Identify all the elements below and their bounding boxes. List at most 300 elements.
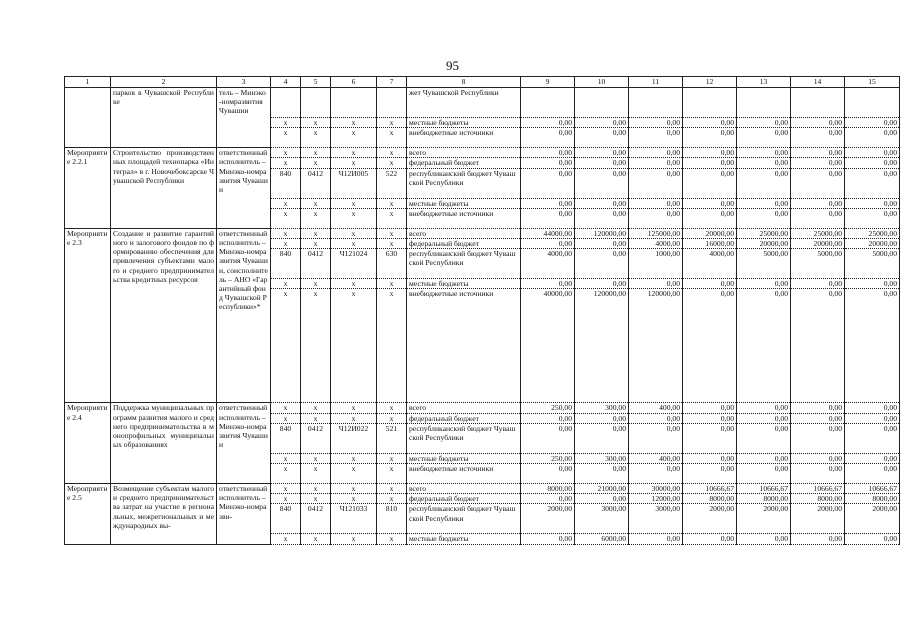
amount-cell: 8000,00 [737, 494, 791, 504]
budget-code-cell: х [377, 403, 407, 413]
event-id-cell: Мероприятие 2.5 [65, 484, 111, 545]
amount-cell: 0,00 [575, 413, 629, 423]
table-row [65, 228, 900, 238]
amount-cell: 2000,00 [521, 504, 575, 534]
budget-code-cell: х [271, 198, 301, 208]
column-header: 1 [65, 77, 111, 88]
amount-cell: 0,00 [575, 239, 629, 249]
amount-cell: 0,00 [575, 249, 629, 279]
funding-source-cell: всего [407, 484, 521, 494]
amount-cell: 0,00 [683, 453, 737, 463]
amount-cell: 0,00 [845, 403, 900, 413]
amount-cell: 0,00 [845, 148, 900, 158]
amount-cell: 0,00 [683, 128, 737, 148]
event-name-cell: Поддержка муниципальных программ развития малого и среднего предпринимательства в монопрофильных муниципальных образованиях [111, 403, 217, 484]
budget-code-cell: 521 [377, 423, 407, 453]
amount-cell: 10666,67 [683, 484, 737, 494]
amount-cell: 0,00 [521, 168, 575, 198]
amount-cell: 0,00 [791, 289, 845, 403]
budget-code-cell: х [271, 279, 301, 289]
budget-code-cell: х [271, 239, 301, 249]
budget-code-cell [377, 88, 407, 118]
amount-cell: 0,00 [737, 158, 791, 168]
amount-cell: 0,00 [791, 453, 845, 463]
amount-cell: 0,00 [791, 279, 845, 289]
budget-code-cell: х [301, 118, 331, 128]
amount-cell: 0,00 [521, 423, 575, 453]
amount-cell: 0,00 [521, 148, 575, 158]
budget-code-cell: х [331, 289, 377, 403]
budget-code-cell: х [377, 239, 407, 249]
funding-source-cell: всего [407, 228, 521, 238]
budget-code-cell: х [271, 208, 301, 228]
amount-cell: 20000,00 [845, 239, 900, 249]
budget-code-cell: Ч12И022 [331, 423, 377, 453]
funding-source-cell: внебюджетные источники [407, 289, 521, 403]
amount-cell: 0,00 [629, 413, 683, 423]
budget-code-cell: х [377, 494, 407, 504]
budget-code-cell: х [331, 534, 377, 544]
amount-cell: 0,00 [683, 279, 737, 289]
amount-cell [737, 88, 791, 118]
amount-cell: 10666,67 [737, 484, 791, 494]
column-header: 15 [845, 77, 900, 88]
amount-cell: 0,00 [629, 208, 683, 228]
budget-code-cell: 840 [271, 423, 301, 453]
amount-cell: 0,00 [683, 423, 737, 453]
budget-code-cell: 840 [271, 168, 301, 198]
amount-cell: 4000,00 [683, 249, 737, 279]
amount-cell: 0,00 [845, 168, 900, 198]
funding-source-cell: республиканский бюджет Чувашской Республики [407, 168, 521, 198]
amount-cell: 20000,00 [683, 228, 737, 238]
budget-code-cell: х [331, 403, 377, 413]
event-name-cell: парков в Чувашской Республике [111, 88, 217, 148]
budget-code-cell: х [377, 198, 407, 208]
budget-code-cell: х [271, 464, 301, 484]
budget-code-cell: х [301, 453, 331, 463]
budget-code-cell: х [377, 413, 407, 423]
budget-code-cell: х [377, 158, 407, 168]
column-header: 8 [407, 77, 521, 88]
amount-cell: 0,00 [629, 128, 683, 148]
column-header: 3 [217, 77, 271, 88]
amount-cell: 5000,00 [845, 249, 900, 279]
budget-code-cell: х [331, 239, 377, 249]
amount-cell: 0,00 [737, 413, 791, 423]
budget-code-cell: х [301, 198, 331, 208]
column-header: 12 [683, 77, 737, 88]
amount-cell: 0,00 [629, 423, 683, 453]
budget-code-cell: Ч121033 [331, 504, 377, 534]
budget-code-cell: 840 [271, 504, 301, 534]
amount-cell: 0,00 [683, 158, 737, 168]
funding-source-cell: жет Чувашской Республики [407, 88, 521, 118]
amount-cell: 0,00 [629, 279, 683, 289]
amount-cell [845, 88, 900, 118]
event-name-cell: Возмещение субъектам малого и среднего предпринимательства затрат на участие в региональных, межрегиональных и международных вы- [111, 484, 217, 545]
budget-code-cell [271, 88, 301, 118]
amount-cell [791, 88, 845, 118]
amount-cell: 0,00 [737, 403, 791, 413]
event-id-cell: Мероприятие 2.4 [65, 403, 111, 484]
budget-code-cell: х [301, 128, 331, 148]
amount-cell: 3000,00 [629, 504, 683, 534]
budget-code-cell: х [301, 464, 331, 484]
amount-cell: 0,00 [791, 148, 845, 158]
amount-cell: 0,00 [791, 403, 845, 413]
page-number: 95 [446, 58, 459, 73]
amount-cell: 0,00 [575, 198, 629, 208]
budget-code-cell: Ч121024 [331, 249, 377, 279]
amount-cell: 0,00 [521, 128, 575, 148]
table-row [65, 403, 900, 413]
budget-code-cell: х [377, 148, 407, 158]
amount-cell: 0,00 [791, 168, 845, 198]
budget-code-cell: х [271, 453, 301, 463]
amount-cell: 0,00 [683, 198, 737, 208]
budget-code-cell: х [377, 128, 407, 148]
budget-code-cell: х [271, 148, 301, 158]
budget-code-cell: х [331, 464, 377, 484]
amount-cell: 0,00 [737, 464, 791, 484]
amount-cell [575, 88, 629, 118]
amount-cell: 25000,00 [845, 228, 900, 238]
amount-cell: 0,00 [845, 534, 900, 544]
amount-cell: 0,00 [575, 208, 629, 228]
funding-source-cell: республиканский бюджет Чувашской Республики [407, 423, 521, 453]
amount-cell: 0,00 [791, 208, 845, 228]
amount-cell: 125000,00 [629, 228, 683, 238]
budget-code-cell: х [331, 228, 377, 238]
budget-code-cell: х [331, 198, 377, 208]
amount-cell: 0,00 [683, 148, 737, 158]
budget-code-cell: х [301, 484, 331, 494]
budget-code-cell: х [301, 494, 331, 504]
amount-cell: 0,00 [521, 464, 575, 484]
amount-cell: 5000,00 [737, 249, 791, 279]
executor-cell: ответственный исполнитель – Минэко-номразви- [217, 484, 271, 545]
amount-cell [521, 88, 575, 118]
column-header: 6 [331, 77, 377, 88]
amount-cell: 20000,00 [791, 239, 845, 249]
column-header: 9 [521, 77, 575, 88]
amount-cell: 0,00 [575, 464, 629, 484]
funding-source-cell: местные бюджеты [407, 453, 521, 463]
amount-cell: 0,00 [521, 534, 575, 544]
budget-code-cell: х [301, 413, 331, 423]
executor-cell: ответственный исполнитель – Минэко-номразвития Чувашии [217, 148, 271, 229]
budget-code-cell [331, 88, 377, 118]
column-header: 2 [111, 77, 217, 88]
budget-code-cell: х [271, 484, 301, 494]
amount-cell: 0,00 [575, 494, 629, 504]
funding-source-cell: местные бюджеты [407, 279, 521, 289]
budget-code-cell: х [271, 118, 301, 128]
budget-code-cell: х [271, 403, 301, 413]
funding-source-cell: местные бюджеты [407, 534, 521, 544]
amount-cell: 0,00 [521, 118, 575, 128]
amount-cell: 8000,00 [521, 484, 575, 494]
amount-cell: 30000,00 [629, 484, 683, 494]
budget-code-cell: х [301, 279, 331, 289]
budget-code-cell: 630 [377, 249, 407, 279]
amount-cell: 0,00 [737, 423, 791, 453]
funding-source-cell: местные бюджеты [407, 118, 521, 128]
amount-cell: 400,00 [629, 453, 683, 463]
funding-source-cell: внебюджетные источники [407, 464, 521, 484]
budget-code-cell: х [377, 279, 407, 289]
amount-cell: 250,00 [521, 403, 575, 413]
budget-code-cell: х [331, 128, 377, 148]
budget-code-cell: х [301, 534, 331, 544]
amount-cell: 0,00 [791, 413, 845, 423]
amount-cell: 0,00 [737, 118, 791, 128]
amount-cell: 5000,00 [791, 249, 845, 279]
amount-cell: 0,00 [737, 279, 791, 289]
budget-code-cell: 522 [377, 168, 407, 198]
amount-cell: 0,00 [845, 198, 900, 208]
column-header: 7 [377, 77, 407, 88]
budget-code-cell: х [331, 208, 377, 228]
amount-cell: 0,00 [629, 534, 683, 544]
amount-cell: 0,00 [521, 239, 575, 249]
funding-source-cell: федеральный бюджет [407, 494, 521, 504]
amount-cell: 8000,00 [791, 494, 845, 504]
funding-source-cell: республиканский бюджет Чувашской Республики [407, 249, 521, 279]
amount-cell: 0,00 [521, 208, 575, 228]
amount-cell: 0,00 [845, 453, 900, 463]
amount-cell: 0,00 [737, 168, 791, 198]
amount-cell: 25000,00 [791, 228, 845, 238]
budget-code-cell: х [377, 453, 407, 463]
amount-cell: 0,00 [845, 128, 900, 148]
amount-cell: 0,00 [683, 534, 737, 544]
amount-cell: 0,00 [845, 423, 900, 453]
amount-cell: 0,00 [575, 118, 629, 128]
funding-source-cell: всего [407, 403, 521, 413]
amount-cell: 0,00 [629, 148, 683, 158]
amount-cell: 0,00 [575, 128, 629, 148]
amount-cell: 0,00 [845, 118, 900, 128]
budget-code-cell: х [331, 148, 377, 158]
amount-cell: 0,00 [683, 413, 737, 423]
amount-cell: 0,00 [845, 208, 900, 228]
budget-code-cell: 810 [377, 504, 407, 534]
table-row [65, 484, 900, 494]
budget-code-cell [301, 88, 331, 118]
amount-cell: 400,00 [629, 403, 683, 413]
budget-code-cell: х [377, 484, 407, 494]
budget-code-cell: х [301, 208, 331, 228]
amount-cell: 0,00 [791, 158, 845, 168]
amount-cell: 0,00 [737, 289, 791, 403]
budget-code-cell: х [271, 158, 301, 168]
budget-code-cell: 0412 [301, 504, 331, 534]
amount-cell: 120000,00 [575, 289, 629, 403]
amount-cell: 0,00 [737, 453, 791, 463]
column-header: 11 [629, 77, 683, 88]
amount-cell: 0,00 [629, 158, 683, 168]
budget-code-cell: х [331, 158, 377, 168]
amount-cell: 21000,00 [575, 484, 629, 494]
amount-cell: 0,00 [521, 279, 575, 289]
column-header: 14 [791, 77, 845, 88]
column-header: 5 [301, 77, 331, 88]
amount-cell: 0,00 [737, 208, 791, 228]
event-id-cell: Мероприятие 2.2.1 [65, 148, 111, 229]
column-header: 4 [271, 77, 301, 88]
table-row [65, 148, 900, 158]
budget-table [64, 76, 900, 545]
amount-cell: 300,00 [575, 403, 629, 413]
amount-cell: 0,00 [683, 464, 737, 484]
amount-cell: 10666,67 [845, 484, 900, 494]
amount-cell: 3000,00 [575, 504, 629, 534]
amount-cell: 120000,00 [629, 289, 683, 403]
amount-cell: 0,00 [845, 158, 900, 168]
amount-cell: 0,00 [845, 464, 900, 484]
budget-code-cell: х [301, 239, 331, 249]
table-row [65, 88, 900, 118]
budget-code-cell: х [377, 118, 407, 128]
budget-code-cell: х [271, 413, 301, 423]
amount-cell: 1000,00 [629, 249, 683, 279]
funding-source-cell: внебюджетные источники [407, 128, 521, 148]
amount-cell: 8000,00 [845, 494, 900, 504]
column-header: 10 [575, 77, 629, 88]
funding-source-cell: внебюджетные источники [407, 208, 521, 228]
budget-code-cell: 0412 [301, 249, 331, 279]
event-name-cell: Создание и развитие гарантийного и залогового фондов по формированию обеспечения для привлечения субъектами малого и среднего предпринимательства кредитных ресурсов [111, 228, 217, 403]
funding-source-cell: федеральный бюджет [407, 413, 521, 423]
amount-cell: 0,00 [521, 158, 575, 168]
funding-source-cell: федеральный бюджет [407, 158, 521, 168]
funding-source-cell: всего [407, 148, 521, 158]
budget-code-cell: х [377, 208, 407, 228]
budget-code-cell: х [377, 228, 407, 238]
budget-code-cell: х [271, 228, 301, 238]
amount-cell: 0,00 [521, 198, 575, 208]
budget-code-cell: х [271, 534, 301, 544]
amount-cell: 0,00 [791, 423, 845, 453]
event-id-cell: Мероприятие 2.3 [65, 228, 111, 403]
executor-cell: ответственный исполнитель – Минэко-номразвития Чувашии, соисполнитель – АНО «Гарантийный фонд Чувашской Республики»* [217, 228, 271, 403]
amount-cell: 0,00 [683, 118, 737, 128]
amount-cell: 40000,00 [521, 289, 575, 403]
amount-cell: 0,00 [629, 198, 683, 208]
budget-code-cell: х [331, 279, 377, 289]
amount-cell: 0,00 [629, 464, 683, 484]
amount-cell: 0,00 [791, 198, 845, 208]
budget-code-cell: х [331, 118, 377, 128]
budget-code-cell: х [377, 534, 407, 544]
amount-cell: 0,00 [575, 423, 629, 453]
header-row [65, 77, 900, 88]
funding-source-cell: местные бюджеты [407, 198, 521, 208]
budget-code-cell: х [271, 128, 301, 148]
budget-code-cell: х [377, 464, 407, 484]
amount-cell: 0,00 [683, 168, 737, 198]
budget-code-cell: х [301, 228, 331, 238]
budget-code-cell: х [331, 484, 377, 494]
amount-cell: 0,00 [575, 148, 629, 158]
amount-cell: 0,00 [629, 168, 683, 198]
amount-cell: 10666,67 [791, 484, 845, 494]
budget-code-cell: Ч12И005 [331, 168, 377, 198]
amount-cell: 2000,00 [737, 504, 791, 534]
amount-cell: 44000,00 [521, 228, 575, 238]
amount-cell: 25000,00 [737, 228, 791, 238]
budget-code-cell: х [301, 148, 331, 158]
column-header: 13 [737, 77, 791, 88]
amount-cell: 0,00 [521, 494, 575, 504]
amount-cell [629, 88, 683, 118]
funding-source-cell: федеральный бюджет [407, 239, 521, 249]
amount-cell: 120000,00 [575, 228, 629, 238]
amount-cell: 0,00 [575, 279, 629, 289]
amount-cell: 300,00 [575, 453, 629, 463]
executor-cell: тель – Минэко-номразвития Чувашии [217, 88, 271, 148]
event-id-cell [65, 88, 111, 148]
amount-cell: 0,00 [737, 198, 791, 208]
amount-cell: 0,00 [737, 534, 791, 544]
amount-cell: 2000,00 [683, 504, 737, 534]
amount-cell: 0,00 [575, 158, 629, 168]
amount-cell: 0,00 [629, 118, 683, 128]
budget-code-cell: х [377, 289, 407, 403]
amount-cell: 0,00 [791, 534, 845, 544]
budget-code-cell: 0412 [301, 168, 331, 198]
budget-code-cell: х [331, 494, 377, 504]
amount-cell: 2000,00 [791, 504, 845, 534]
amount-cell [683, 88, 737, 118]
amount-cell: 12000,00 [629, 494, 683, 504]
amount-cell: 2000,00 [845, 504, 900, 534]
amount-cell: 0,00 [683, 403, 737, 413]
amount-cell: 0,00 [845, 289, 900, 403]
amount-cell: 0,00 [791, 464, 845, 484]
amount-cell: 6000,00 [575, 534, 629, 544]
event-name-cell: Строительство производственных площадей технопарка «Интеграл» в г. Новочебоксарске Чувашской Республики [111, 148, 217, 229]
amount-cell: 16000,00 [683, 239, 737, 249]
amount-cell: 0,00 [791, 128, 845, 148]
amount-cell: 4000,00 [629, 239, 683, 249]
budget-code-cell: х [271, 289, 301, 403]
amount-cell: 0,00 [521, 413, 575, 423]
budget-code-cell: 0412 [301, 423, 331, 453]
amount-cell: 0,00 [845, 279, 900, 289]
budget-code-cell: х [331, 413, 377, 423]
budget-code-cell: х [271, 494, 301, 504]
budget-code-cell: 840 [271, 249, 301, 279]
amount-cell: 0,00 [575, 168, 629, 198]
budget-code-cell: х [301, 403, 331, 413]
budget-code-cell: х [301, 158, 331, 168]
budget-code-cell: х [331, 453, 377, 463]
amount-cell: 0,00 [845, 413, 900, 423]
executor-cell: ответственный исполнитель – Минэко-номразвития Чувашии [217, 403, 271, 484]
budget-code-cell: х [301, 289, 331, 403]
amount-cell: 0,00 [737, 148, 791, 158]
amount-cell: 0,00 [791, 118, 845, 128]
amount-cell: 4000,00 [521, 249, 575, 279]
amount-cell: 0,00 [737, 128, 791, 148]
amount-cell: 0,00 [683, 289, 737, 403]
amount-cell: 8000,00 [683, 494, 737, 504]
amount-cell: 250,00 [521, 453, 575, 463]
amount-cell: 20000,00 [737, 239, 791, 249]
